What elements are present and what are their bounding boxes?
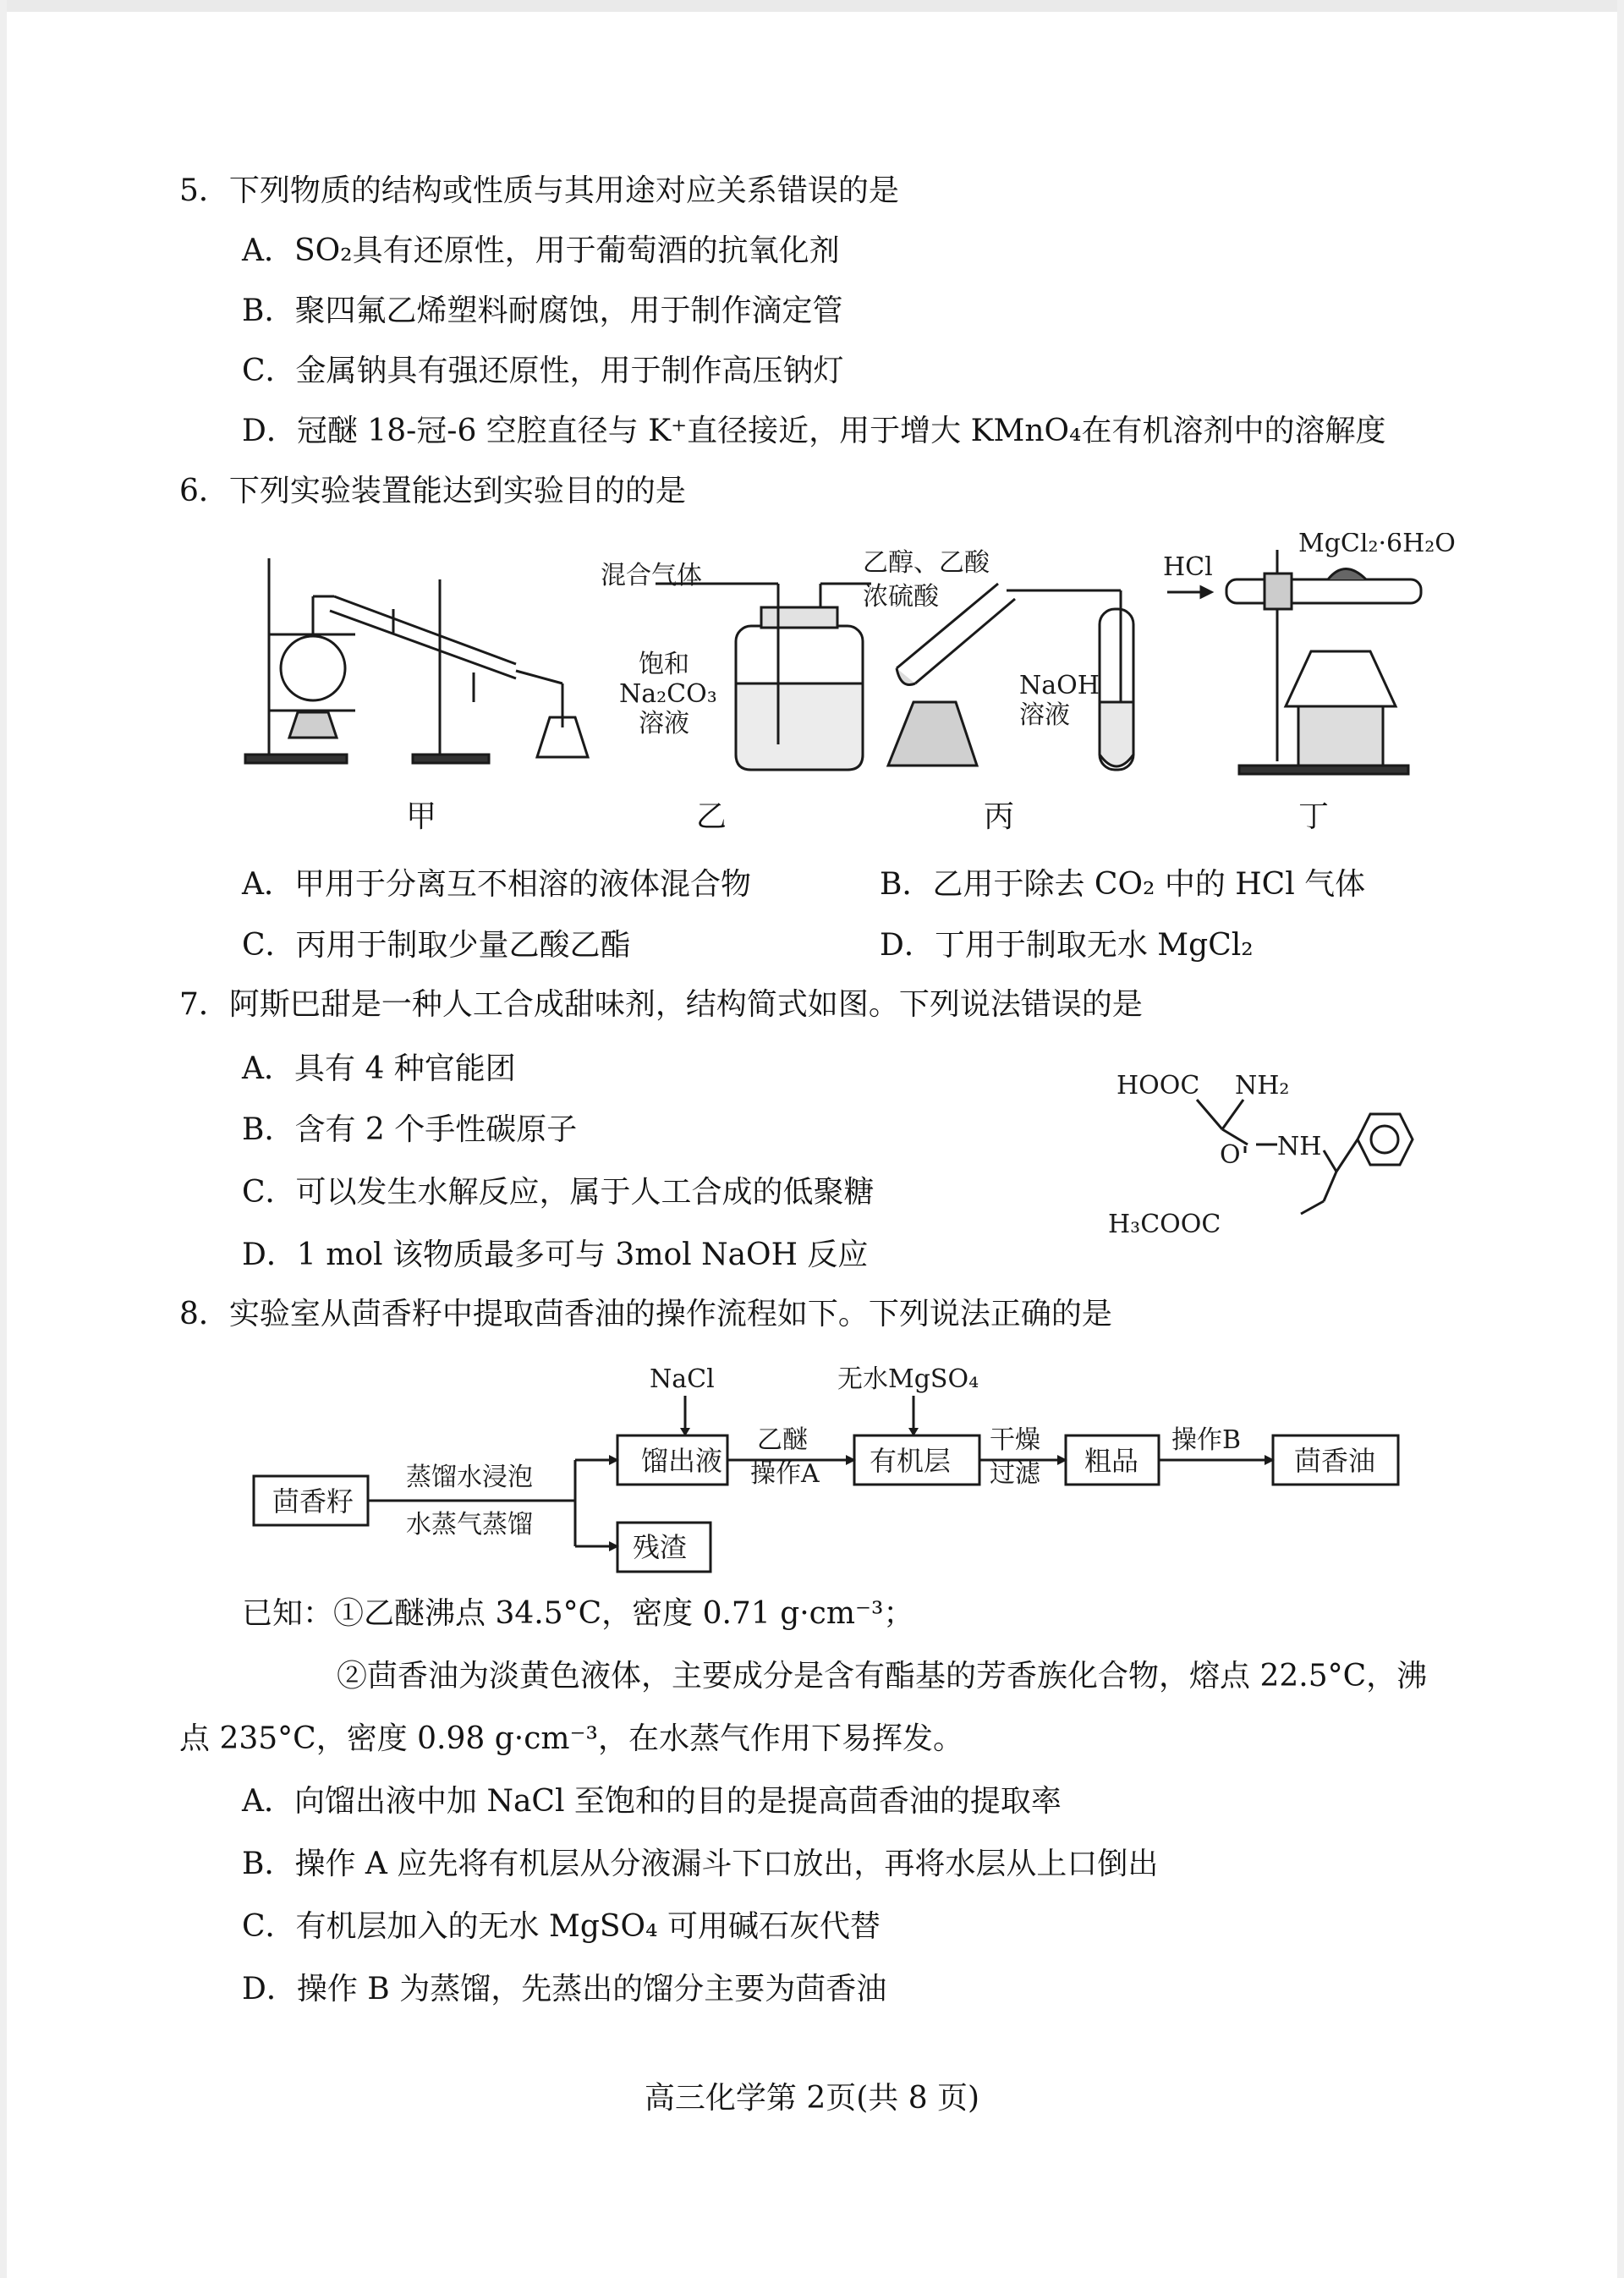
apparatus-ding — [1167, 550, 1421, 774]
scan-edge-left — [0, 0, 7, 2278]
flow-nacl: NaCl — [650, 1364, 715, 1394]
q6-stem: 6．下列实验装置能达到实验目的的是 — [179, 474, 686, 508]
fig-label-yi: 乙 — [696, 799, 727, 834]
flow-crude: 粗品 — [1084, 1445, 1139, 1477]
page-footer: 高三化学第 2页(共 8 页) — [644, 2081, 980, 2116]
flow-residue: 残渣 — [633, 1531, 688, 1563]
yi-solution-label-2: Na₂CO₃ — [619, 679, 717, 709]
bing-reagent-label-1: 乙醇、乙酸 — [863, 548, 990, 578]
q5-option-c: C．金属钠具有强还原性，用于制作高压钠灯 — [242, 354, 844, 388]
bing-naoh-label-2: 溶液 — [1019, 700, 1070, 730]
bing-reagent-label-2: 浓硫酸 — [863, 582, 939, 612]
q7-option-d: D．1 mol 该物质最多可与 3mol NaOH 反应 — [242, 1238, 869, 1272]
q8-option-c: C．有机层加入的无水 MgSO₄ 可用碱石灰代替 — [242, 1909, 881, 1944]
q8-stem: 8．实验室从茴香籽中提取茴香油的操作流程如下。下列说法正确的是 — [179, 1297, 1112, 1331]
flow-filter: 过滤 — [990, 1459, 1040, 1489]
fig-label-ding: 丁 — [1298, 799, 1330, 834]
q8-option-b: B．操作 A 应先将有机层从分液漏斗下口放出，再将水层从上口倒出 — [242, 1847, 1159, 1881]
fig-label-bing: 丙 — [984, 799, 1015, 834]
q5-option-d: D．冠醚 18-冠-6 空腔直径与 K⁺直径接近，用于增大 KMnO₄在有机溶剂中的溶解度 — [242, 414, 1386, 448]
ding-salt-label: MgCl₂·6H₂O — [1298, 533, 1456, 558]
flow-ether: 乙醚 — [757, 1425, 808, 1455]
yi-solution-label-3: 溶液 — [639, 709, 689, 738]
ding-hcl-label: HCl — [1163, 552, 1213, 582]
q7-stem: 7．阿斯巴甜是一种人工合成甜味剂，结构简式如图。下列说法错误的是 — [179, 987, 1143, 1022]
q7-option-a: A．具有 4 种官能团 — [242, 1051, 516, 1086]
q8-flowchart — [245, 1353, 1429, 1582]
structure-oxygen: O — [1220, 1140, 1241, 1170]
apparatus-jia — [245, 558, 588, 763]
scan-edge-right — [1617, 0, 1624, 2278]
q6-option-c: C．丙用于制取少量乙酸乙酯 — [242, 928, 631, 963]
q5-option-a: A．SO₂具有还原性，用于葡萄酒的抗氧化剂 — [242, 233, 840, 268]
q8-known-1: 已知：①乙醚沸点 34.5°C，密度 0.71 g·cm⁻³； — [242, 1596, 914, 1631]
bing-naoh-label-1: NaOH — [1019, 671, 1100, 700]
structure-ester: H₃COOC — [1108, 1210, 1221, 1239]
q8-known-2: ②茴香油为淡黄色液体，主要成分是含有酯基的芳香族化合物，熔点 22.5°C，沸 — [337, 1659, 1428, 1693]
flow-organic: 有机层 — [870, 1445, 952, 1477]
q6-option-d: D．丁用于制取无水 MgCl₂ — [880, 928, 1254, 963]
aspartame-structure — [1108, 1062, 1429, 1248]
structure-nh: NH — [1277, 1132, 1322, 1161]
flow-op-b: 操作B — [1171, 1425, 1242, 1455]
flow-dry: 干燥 — [990, 1425, 1040, 1455]
q7-option-b: B．含有 2 个手性碳原子 — [242, 1112, 578, 1147]
q7-option-c: C．可以发生水解反应，属于人工合成的低聚糖 — [242, 1175, 875, 1210]
scan-edge-top — [0, 0, 1624, 12]
fig-label-jia: 甲 — [406, 799, 437, 834]
yi-gas-label: 混合气体 — [601, 561, 702, 590]
yi-solution-label-1: 饱和 — [639, 650, 689, 679]
flow-mgso4: 无水MgSO₄ — [837, 1364, 979, 1394]
q8-option-a: A．向馏出液中加 NaCl 至饱和的目的是提高茴香油的提取率 — [242, 1784, 1062, 1819]
flow-oil: 茴香油 — [1294, 1445, 1376, 1477]
q8-option-d: D．操作 B 为蒸馏，先蒸出的馏分主要为茴香油 — [242, 1972, 887, 2006]
flow-op-a: 操作A — [750, 1459, 820, 1489]
q8-known-3: 点 235°C，密度 0.98 g·cm⁻³，在水蒸气作用下易挥发。 — [179, 1721, 963, 1756]
q5-option-b: B．聚四氟乙烯塑料耐腐蚀，用于制作滴定管 — [242, 294, 843, 328]
q6-apparatus-figure — [228, 533, 1463, 778]
flow-step1-bottom: 水蒸气蒸馏 — [406, 1510, 533, 1540]
q6-option-b: B．乙用于除去 CO₂ 中的 HCl 气体 — [880, 867, 1366, 902]
structure-hooc: HOOC — [1116, 1071, 1200, 1101]
flow-distillate: 馏出液 — [641, 1445, 723, 1477]
q6-option-a: A．甲用于分离互不相溶的液体混合物 — [242, 867, 751, 902]
q5-stem: 5．下列物质的结构或性质与其用途对应关系错误的是 — [179, 173, 899, 208]
flow-step1-top: 蒸馏水浸泡 — [406, 1463, 533, 1492]
structure-nh2: NH₂ — [1235, 1071, 1290, 1101]
flow-seed: 茴香籽 — [272, 1485, 354, 1518]
